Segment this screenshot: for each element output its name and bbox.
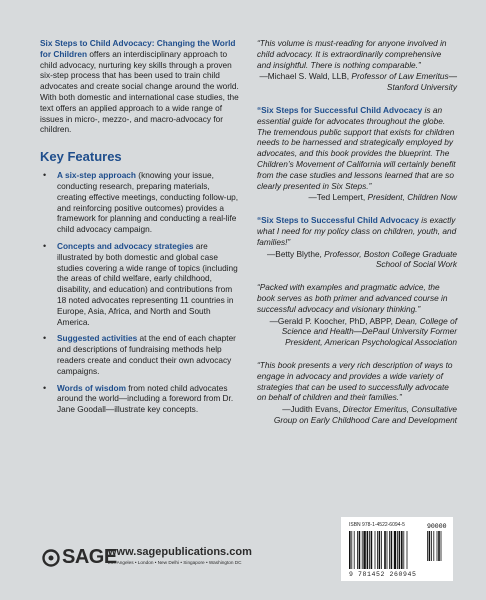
barcode-bar: [427, 531, 428, 561]
feature-bold: Suggested activities: [57, 333, 138, 344]
barcode-bar: [377, 531, 378, 569]
sage-circle-icon: [42, 549, 60, 567]
quote-author: —Gerald P. Koocher, PhD, ABPP,: [269, 315, 396, 326]
barcode-bar: [362, 531, 363, 569]
isbn-text: ISBN 978-1-4522-6094-5: [349, 522, 405, 528]
quote-author: —Betty Blythe,: [266, 248, 325, 259]
bullet-icon: •: [43, 382, 47, 393]
quote-text: “Packed with examples and pragmatic advice, the book serves as both primer and advanced course in successful advocacy and visionary thinking.”: [257, 282, 448, 314]
barcode-bar: [403, 531, 404, 569]
endorsement-quote: [257, 38, 457, 93]
quote-book-title: “Six Steps to Successful Child Advocacy: [257, 215, 419, 226]
bullet-icon: •: [43, 170, 47, 181]
ean-text: 9 781452 260945: [349, 571, 417, 578]
feature-item: [40, 383, 240, 415]
barcode-bar: [433, 531, 434, 561]
barcode-bar: [441, 531, 442, 561]
quote-text: [257, 105, 457, 191]
quote-text: [257, 215, 457, 247]
price-code: 90000: [427, 523, 447, 530]
barcode-bar: [375, 531, 376, 569]
quote-affiliation: Professor of Law Emeritus—Stanford University: [351, 71, 457, 93]
barcode-bar: [371, 531, 373, 569]
feature-item: [40, 333, 240, 376]
barcode-bar: [363, 531, 365, 569]
quote-attribution: [257, 71, 457, 93]
barcode-bar: [407, 531, 408, 569]
feature-item: [40, 170, 240, 235]
quote-affiliation: Professor, Boston College Graduate School of Social Work: [324, 248, 457, 270]
intro-title: Six Steps to Child Advocacy: Changing the World for Children: [40, 38, 236, 59]
feature-item: [40, 241, 240, 327]
publisher-url[interactable]: www.sagepublications.com: [108, 546, 252, 558]
barcode-bar: [351, 531, 352, 569]
feature-bold: Words of wisdom: [57, 382, 126, 393]
feature-bold: A six-step approach: [57, 170, 136, 181]
publisher-cities: Los Angeles • London • New Delhi • Singapore • Washington DC: [108, 560, 242, 565]
quote-attribution: [257, 316, 457, 348]
barcode-bar: [367, 531, 369, 569]
barcode-bar: [359, 531, 361, 569]
key-features-list: [40, 170, 240, 415]
barcode-bar: [429, 531, 431, 561]
barcode-bar: [401, 531, 403, 569]
key-features-heading: Key Features: [40, 149, 122, 165]
quote-text: “This volume is must-reading for anyone involved in child advocacy. It is extraordinarily comprehensive and insightful. There is nothing comparable.”: [257, 38, 447, 70]
quote-affiliation: President, Children Now: [367, 192, 457, 203]
feature-text: at the end of each chapter and descriptions of fundraising methods help readers create and conduct their own advocacy campaigns.: [57, 333, 236, 376]
barcode-bar: [397, 531, 398, 569]
left-column: [40, 38, 240, 421]
quote-book-title: “Six Steps for Successful Child Advocacy: [257, 104, 423, 115]
endorsement-quote: [257, 360, 457, 426]
bullet-icon: •: [43, 240, 47, 251]
barcode-bar: [389, 531, 390, 569]
feature-text: from noted child advocates around the world—including a foreword from Dr. Jane Goodall—illustrate key concepts.: [57, 382, 234, 415]
endorsement-quote: [257, 215, 457, 270]
barcode-bar: [349, 531, 351, 569]
barcode-bar: [394, 531, 396, 569]
bullet-icon: •: [43, 333, 47, 344]
barcode-bar: [399, 531, 401, 569]
barcode-bar: [369, 531, 370, 569]
feature-text: are illustrated by both domestic and global case studies covering a wide range of topics (including the areas of child welfare, early childhood, disability, and education) and contributions from 18 noted advocates representing 11 countries in Europe, Asia, Africa, and North and South America.: [57, 240, 238, 327]
quote-affiliation: Director Emeritus, Consultative Group on Early Childhood Care and Development: [273, 404, 457, 425]
quote-attribution: [257, 249, 457, 271]
publisher-info: [108, 546, 252, 565]
barcode-bar: [391, 531, 393, 569]
barcode-bar: [387, 531, 388, 569]
sage-logo: [42, 546, 117, 569]
quote-affiliation: Dean, College of Science and Health—DePaul University Former President, American Psychological Association: [281, 315, 457, 348]
endorsement-quote: [257, 282, 457, 348]
quote-text: “This book presents a very rich description of ways to engage in advocacy and provides a wide variety of strategies that can be used to successfully advocate on behalf of children and their families.”: [257, 359, 453, 403]
intro-body: offers an interdisciplinary approach to child advocacy, nurturing key skills through a proven six-step process that has been used to train child advocates and create social change around the world. With both domestic and international case studies, the text offers an applied approach to a wide range of issues in micro-, mezzo-, and macro-advocacy for children.: [40, 48, 239, 135]
quote-attribution: [257, 404, 457, 426]
feature-text: (knowing your issue, conducting research, preparing materials, creating effective meetings, conducting follow-up, and reinforcing positive outcomes) provides a framework for planning and conducting a real-life child advocacy campaign.: [57, 170, 239, 235]
quote-author: —Ted Lempert,: [308, 192, 368, 203]
quote-attribution: [257, 192, 457, 203]
intro-paragraph: [40, 38, 240, 135]
logo-text: SAGE: [62, 546, 117, 568]
right-column-endorsements: [257, 38, 457, 438]
quote-body: is exactly what I need for my policy class on children, youth, and families!”: [257, 215, 457, 247]
barcode-bar: [431, 531, 432, 561]
barcode-bar: [357, 531, 358, 569]
feature-bold: Concepts and advocacy strategies: [57, 240, 194, 251]
barcode-bar: [438, 531, 440, 561]
barcode-bar: [384, 531, 386, 569]
endorsement-quote: [257, 105, 457, 203]
barcode-bar: [381, 531, 382, 569]
quote-author: —Judith Evans,: [282, 404, 343, 415]
barcode-bar: [437, 531, 438, 561]
barcode-box: [341, 517, 453, 581]
quote-body: is an essential guide for advocates throughout the globe. The tremendous public support that exists for children needs to be harnessed and strategically employed by advocates, and this book provides the blueprint. The Children’s Movement of California will certainly benefit from the case studies and lessons learned that are so clearly presented in Six Steps.”: [257, 104, 456, 191]
quote-author: —Michael S. Wald, LLB,: [259, 71, 352, 82]
barcode-bar: [379, 531, 381, 569]
barcode-bar: [354, 531, 355, 569]
